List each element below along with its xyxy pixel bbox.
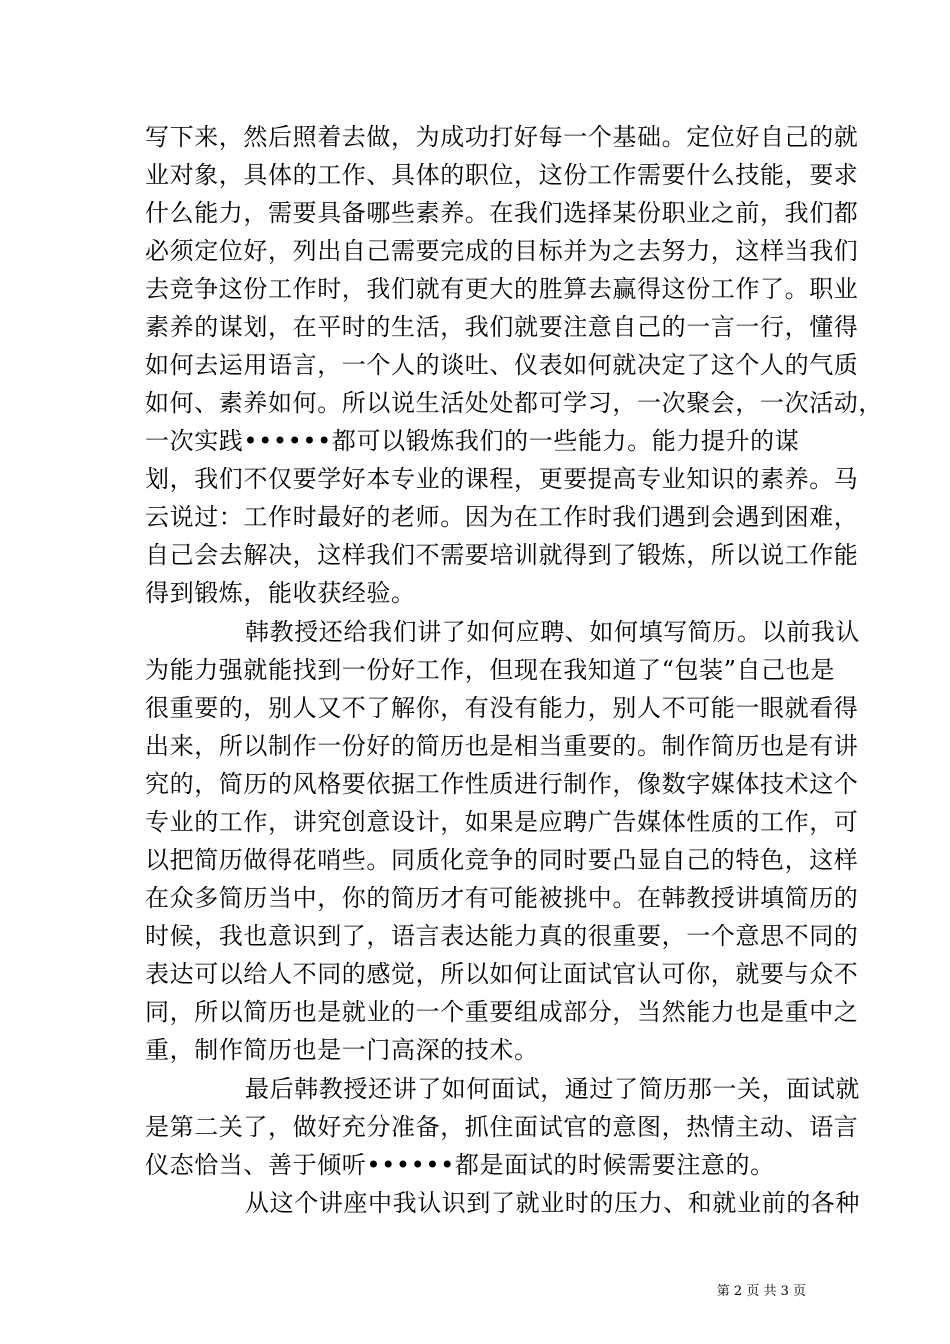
text-line: 如何、素养如何。所以说生活处处都可学习，一次聚会，一次活动， <box>145 389 883 417</box>
text-line: 重，制作简历也是一门高深的技术。 <box>145 1036 539 1064</box>
text-line: 为能力强就能找到一份好工作，但现在我知道了“包装”自己也是 <box>145 656 835 684</box>
text-line: 去竞争这份工作时，我们就有更大的胜算去赢得这份工作了。职业 <box>145 275 859 303</box>
text-line: 云说过：工作时最好的老师。因为在工作时我们遇到会遇到困难， <box>145 503 859 531</box>
text-line: 以把简历做得花哨些。同质化竞争的同时要凸显自己的特色，这样 <box>145 846 859 874</box>
text-line: 自己会去解决，这样我们不需要培训就得到了锻炼，所以说工作能 <box>145 541 859 569</box>
text-line: 仪态恰当、善于倾听••••••都是面试的时候需要注意的。 <box>145 1151 775 1179</box>
paragraph-first-line: 韩教授还给我们讲了如何应聘、如何填写简历。以前我认 <box>245 618 860 646</box>
text-line: 如何去运用语言，一个人的谈吐、仪表如何就决定了这个人的气质 <box>145 351 859 379</box>
text-line: 写下来，然后照着去做，为成功打好每一个基础。定位好自己的就 <box>145 123 859 151</box>
text-line: 同，所以简历也是就业的一个重要组成部分，当然能力也是重中之 <box>145 998 859 1026</box>
paragraph-first-line: 最后韩教授还讲了如何面试，通过了简历那一关，面试就 <box>245 1075 860 1103</box>
text-line: 必须定位好，列出自己需要完成的目标并为之去努力，这样当我们 <box>145 237 859 265</box>
text-line: 出来，所以制作一份好的简历也是相当重要的。制作简历也是有讲 <box>145 732 859 760</box>
paragraph-first-line: 从这个讲座中我认识到了就业时的压力、和就业前的各种 <box>245 1189 860 1217</box>
text-line: 什么能力，需要具备哪些素养。在我们选择某份职业之前，我们都 <box>145 199 859 227</box>
text-line: 一次实践••••••都可以锻炼我们的一些能力。能力提升的谋 <box>145 427 800 455</box>
text-line: 时候，我也意识到了，语言表达能力真的很重要，一个意思不同的 <box>145 922 859 950</box>
text-line: 业对象，具体的工作、具体的职位，这份工作需要什么技能，要求 <box>145 161 859 189</box>
page-number-footer: 第 2 页 共 3 页 <box>716 1284 806 1299</box>
text-line: 划，我们不仅要学好本专业的课程，更要提高专业知识的素养。马 <box>145 465 859 493</box>
text-line: 素养的谋划，在平时的生活，我们就要注意自己的一言一行，懂得 <box>145 313 859 341</box>
text-line: 得到锻炼，能收获经验。 <box>145 579 416 607</box>
text-line: 是第二关了，做好充分准备，抓住面试官的意图，热情主动、语言 <box>145 1113 859 1141</box>
text-line: 究的，简历的风格要依据工作性质进行制作，像数字媒体技术这个 <box>145 770 859 798</box>
text-line: 专业的工作，讲究创意设计，如果是应聘广告媒体性质的工作，可 <box>145 808 859 836</box>
text-line: 在众多简历当中，你的简历才有可能被挑中。在韩教授讲填简历的 <box>145 884 859 912</box>
text-line: 表达可以给人不同的感觉，所以如何让面试官认可你，就要与众不 <box>145 960 859 988</box>
text-line: 很重要的，别人又不了解你，有没有能力，别人不可能一眼就看得 <box>145 694 859 722</box>
